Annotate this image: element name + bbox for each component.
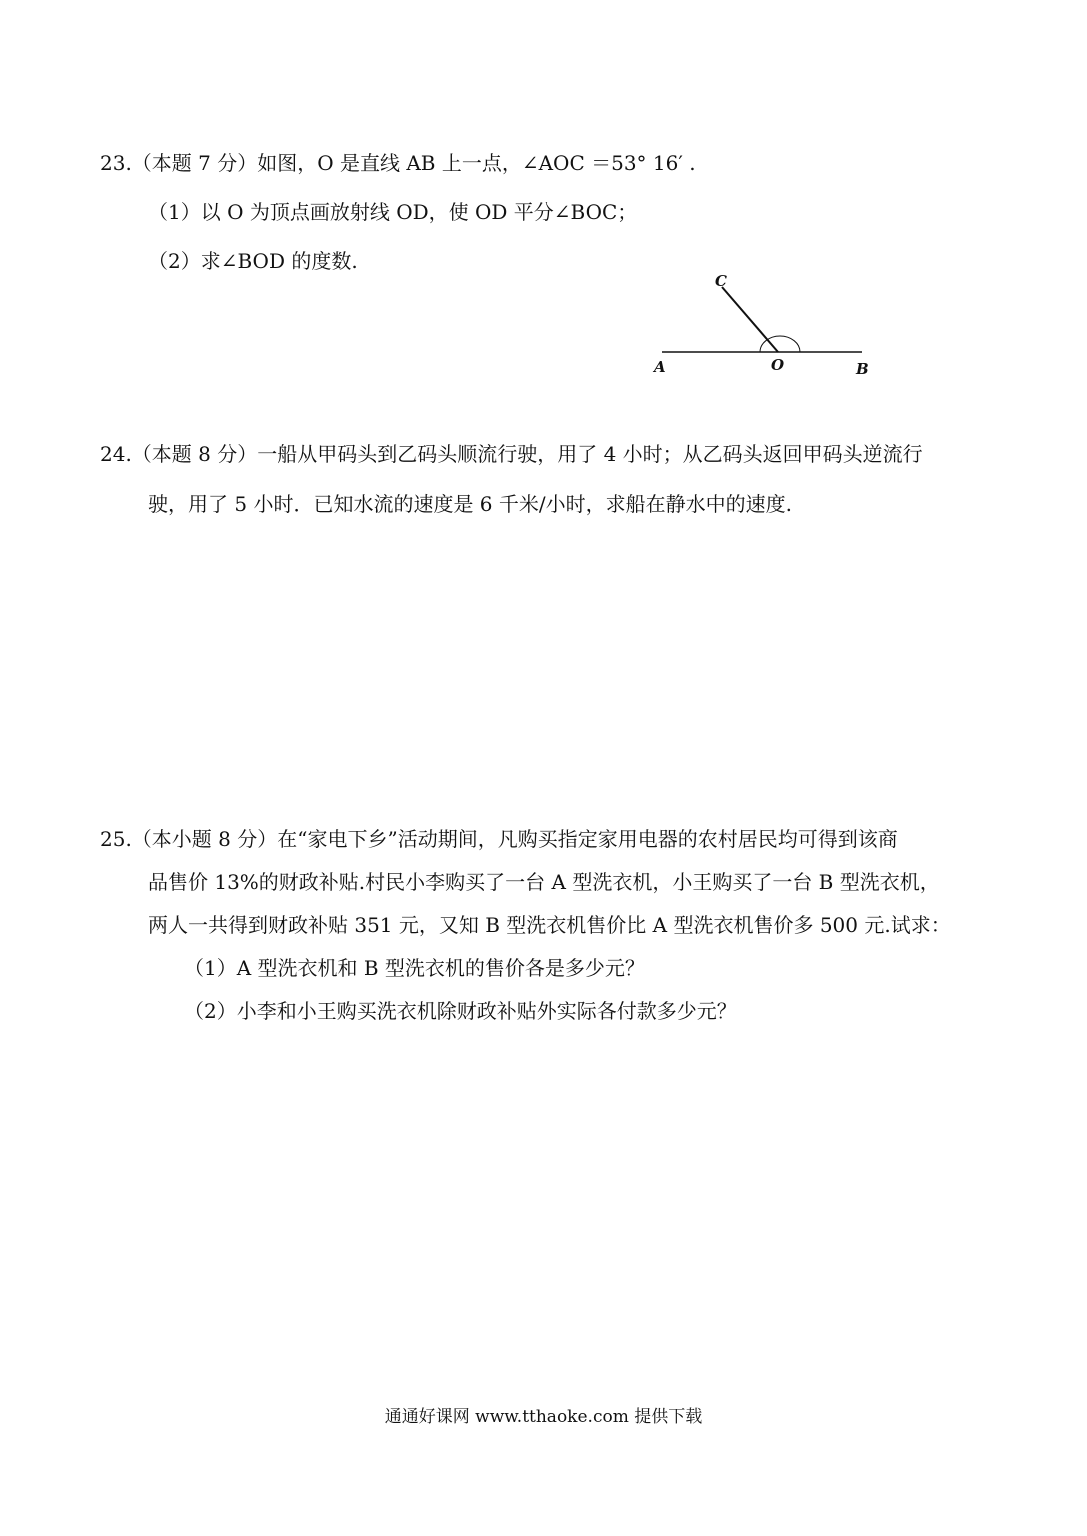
- q25-line1: 25.（本小题 8 分）在“家电下乡”活动期间，凡购买指定家用电器的农村居民均可得到该商: [100, 827, 898, 851]
- q25-line2: 品售价 13%的财政补贴.村民小李购买了一台 A 型洗衣机，小王购买了一台 B 型洗衣机，: [148, 870, 940, 894]
- q23-part2: （2）求∠BOD 的度数.: [148, 249, 358, 273]
- ray-oc: [722, 287, 778, 352]
- q24-line1: 24.（本题 8 分）一船从甲码头到乙码头顺流行驶，用了 4 小时；从乙码头返回甲码头逆流行: [100, 442, 923, 466]
- q25-part1: （1）A 型洗衣机和 B 型洗衣机的售价各是多少元？: [184, 956, 645, 980]
- q24-line2: 驶，用了 5 小时．已知水流的速度是 6 千米/小时，求船在静水中的速度.: [148, 492, 792, 516]
- page-footer: 通通好课网 www.tthaoke.com 提供下载: [384, 1407, 703, 1427]
- q23-header: 23.（本题 7 分）如图，O 是直线 AB 上一点，∠AOC ＝53° 16′ .: [100, 151, 696, 175]
- label-c: C: [715, 272, 727, 290]
- q25-line3: 两人一共得到财政补贴 351 元，又知 B 型洗衣机售价比 A 型洗衣机售价多 500 元.试求：: [148, 913, 951, 937]
- label-o: O: [771, 356, 785, 374]
- q25-part2: （2）小李和小王购买洗衣机除财政补贴外实际各付款多少元？: [184, 999, 737, 1023]
- q23-part1: （1）以 O 为顶点画放射线 OD，使 OD 平分∠BOC；: [148, 200, 638, 224]
- q23-angle-figure: [640, 262, 890, 382]
- label-b: B: [856, 360, 869, 378]
- label-a: A: [654, 358, 666, 376]
